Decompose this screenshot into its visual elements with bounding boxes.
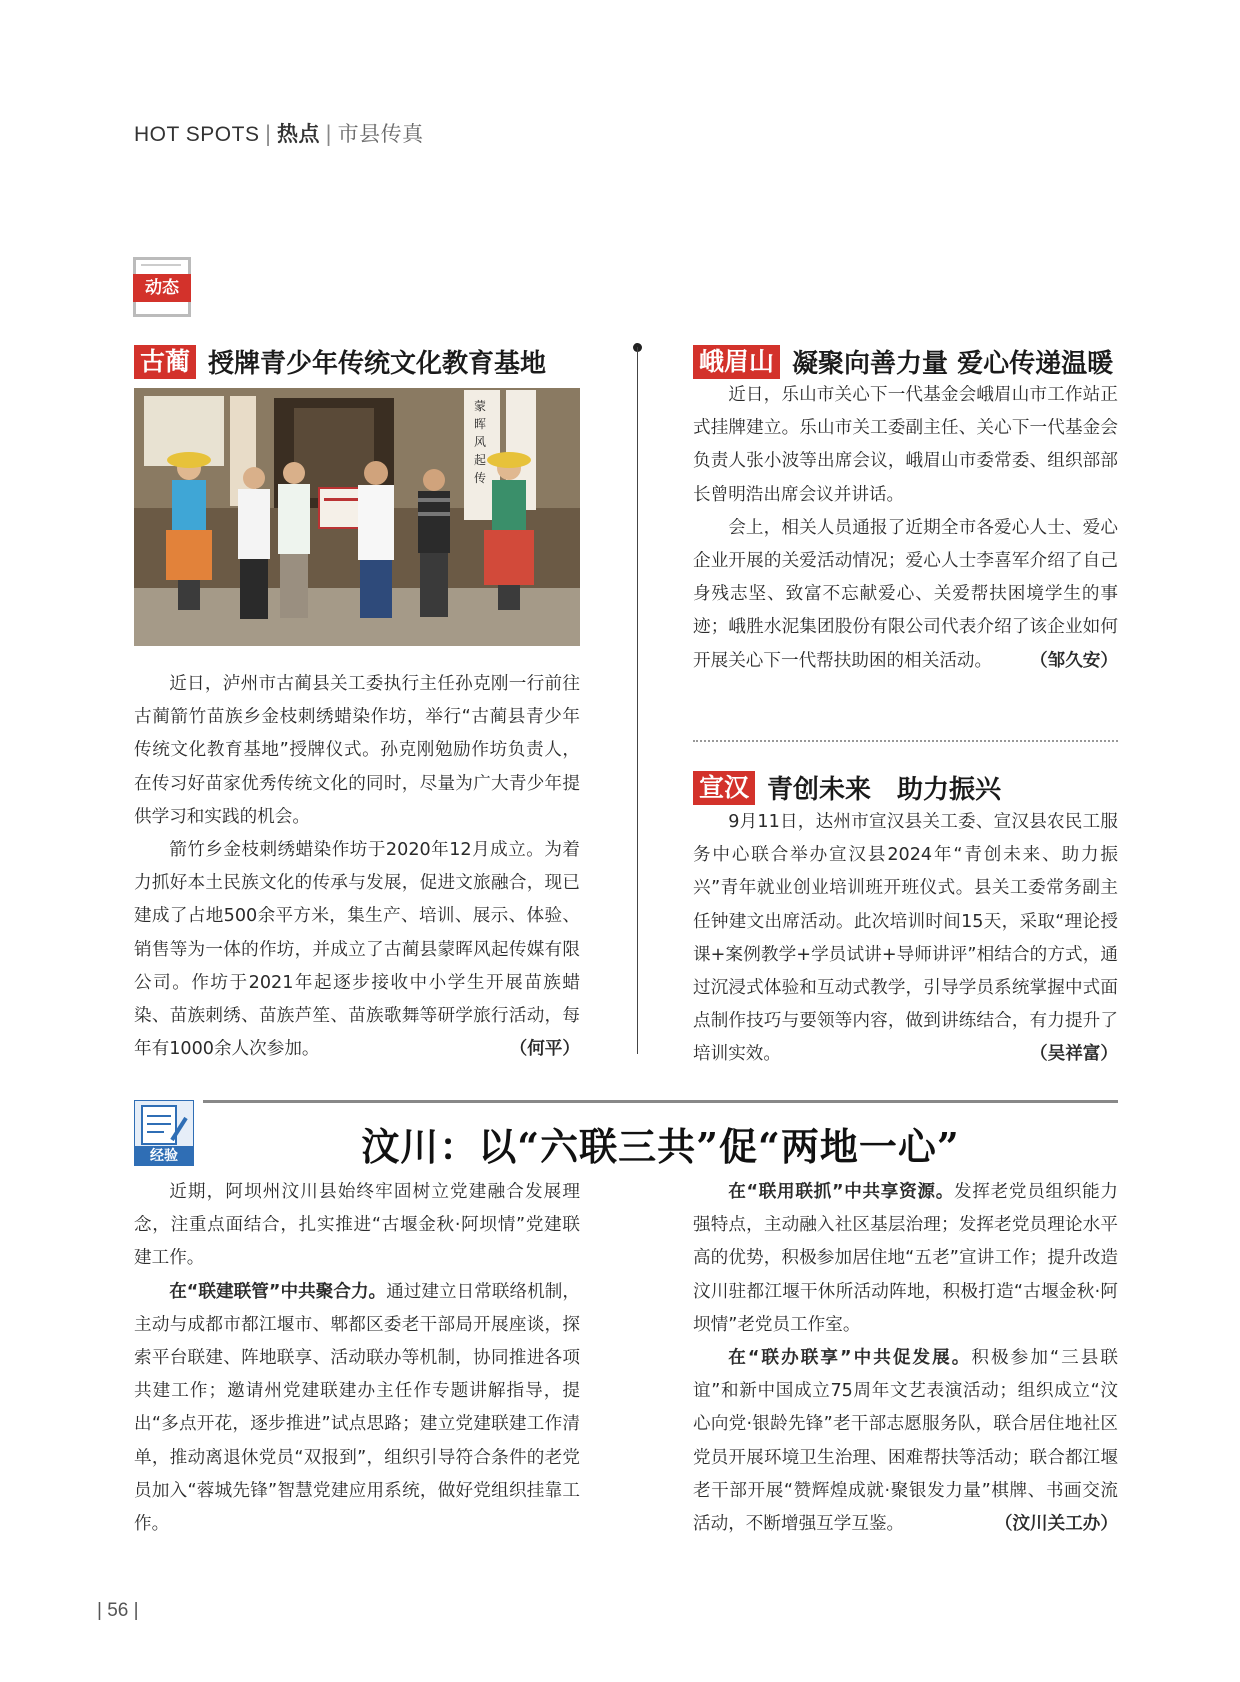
experience-label: 经验 [150,1148,178,1164]
section-label-cn: 热点 [277,122,321,146]
running-header [134,118,424,148]
svg-text:晖: 晖 [474,417,487,431]
experience-icon [134,1100,194,1166]
article-body [134,668,580,1066]
author-credit: （汶川关工办） [994,1514,1118,1535]
photo-banner-char: 蒙 [474,399,487,413]
feature-body-left [134,1176,580,1541]
feature-body-right [693,1176,1118,1541]
author-credit: （吴祥富） [1030,1044,1118,1065]
paragraph [134,1276,580,1542]
location-tag: 峨眉山 [693,345,780,379]
section-label-en: HOT SPOTS [134,123,260,146]
paragraph-text: 通过建立日常联络机制，主动与成都市都江堰市、郫都区委老干部局开展座谈，探索平台联建、阵地联享、活动联办等机制，协同推进各项共建工作；邀请州党建联建办主任作专题讲解指导，提出“多点开花，逐步推进”试点思路；建立党建联建工作清单，推动离退休党员“双报到”，组织引导符合条件的老党员加入“蓉城先锋”智慧党建应用系统，做好党组织挂靠工作。 [134,1281,580,1535]
location-tag: 古蔺 [134,345,196,379]
article-title-row [134,343,546,380]
ceremony-photo [134,388,580,646]
paragraph-text: 会上，相关人员通报了近期全市各爱心人士、爱心企业开展的关爱活动情况；爱心人士李喜军介绍了自己身残志坚、致富不忘献爱心、关爱帮扶困境学生的事迹；峨胜水泥集团股份有限公司代表介绍了该企业如何开展关心下一代帮扶助困的相关活动。 [693,517,1118,671]
paragraph-text: 9月11日，达州市宣汉县关工委、宣汉县农民工服务中心联合举办宣汉县2024年“青创未来、助力振兴”青年就业创业培训班开班仪式。县关工委常务副主任钟建文出席活动。此次培训时间15天，采取“理论授课+案例教学+学员试讲+导师讲评”相结合的方式，通过沉浸式体验和互动式教学，引导学员系统掌握中式面点制作技巧与要领等内容，做到讲练结合，有力提升了培训实效。 [693,812,1118,1065]
svg-text:起: 起 [474,453,487,467]
paragraph: 近日，泸州市古蔺县关工委执行主任孙克刚一行前往古蔺箭竹苗族乡金枝刺绣蜡染作坊，举行“古蔺县青少年传统文化教育基地”授牌仪式。孙克刚勉励作坊负责人，在传习好苗家优秀传统文化的同时，尽量为广大青少年提供学习和实践的机会。 [134,674,580,827]
paragraph-lead: 在“联办联享”中共促发展。 [728,1348,972,1369]
svg-text:风: 风 [474,435,487,449]
page-number: | 56 | [97,1600,139,1621]
paragraph [134,834,580,1066]
article-title: 凝聚向善力量 爱心传递温暖 [792,349,1114,379]
paragraph [693,1176,1118,1342]
paragraph [693,1342,1118,1541]
header-separator: | [264,122,273,146]
paragraph-lead: 在“联用联抓”中共享资源。 [728,1182,954,1202]
paragraph: 近日，乐山市关心下一代基金会峨眉山市工作站正式挂牌建立。乐山市关工委副主任、关心下一代基金会负责人张小波等出席会议，峨眉山市委常委、组织部部长曾明浩出席会议并讲话。 [693,385,1118,505]
column-divider [637,347,638,1054]
paragraph-lead: 在“联建联管”中共聚合力。 [169,1281,387,1302]
article-body [693,379,1118,678]
article-title: 授牌青少年传统文化教育基地 [208,349,547,379]
paragraph [693,806,1118,1072]
paragraph [693,512,1118,678]
header-separator: | [325,122,333,146]
article-title-row [693,769,1001,806]
paragraph-text: 发挥老党员组织能力强特点，主动融入社区基层治理；发挥老党员理论水平高的优势，积极参加居住地“五老”宣讲工作；提升改造汶川驻都江堰干休所活动阵地，积极打造“古堰金秋·阿坝情”老党员工作室。 [693,1182,1118,1335]
paragraph: 近期，阿坝州汶川县始终牢固树立党建融合发展理念，注重点面结合，扎实推进“古堰金秋·阿坝情”党建联建工作。 [134,1182,580,1269]
news-badge-icon [133,257,191,317]
author-credit: （何平） [509,1039,580,1060]
location-tag: 宣汉 [693,771,755,805]
article-title: 青创未来 助力振兴 [767,775,1002,805]
article-body [693,806,1118,1072]
paragraph-text: 箭竹乡金枝刺绣蜡染作坊于2020年12月成立。为着力抓好本土民族文化的传承与发展，促进文旅融合，现已建成了占地500余平方米，集生产、培训、展示、体验、销售等为一体的作坊，并成立了古蔺县蒙晖风起传媒有限公司。作坊于2021年起逐步接收中小学生开展苗族蜡染、苗族刺绣、苗族芦笙、苗族歌舞等研学旅行活动，每年有1000余人次参加。 [134,840,580,1060]
feature-title: 汶川：以“六联三共”促“两地一心” [361,1124,960,1169]
article-title-row [693,343,1113,380]
badge-label: 动态 [133,274,191,302]
column-label: 市县传真 [337,122,424,146]
author-credit: （邹久安） [1030,650,1118,671]
paragraph-text: 积极参加“三县联谊”和新中国成立75周年文艺表演活动；组织成立“汶心向党·银龄先锋”老干部志愿服务队，联合居住地社区党员开展环境卫生治理、困难帮扶等活动；联合都江堰老干部开展“赞辉煌成就·聚银发力量”棋牌、书画交流活动，不断增强互学互鉴。 [693,1348,1118,1535]
svg-text:传: 传 [474,471,487,485]
section-divider [693,740,1118,742]
section-rule [203,1100,1118,1103]
